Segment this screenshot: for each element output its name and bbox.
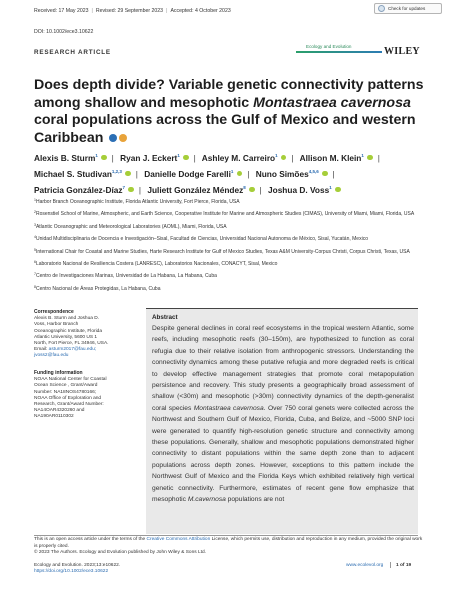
author[interactable]: Danielle Dodge Farelli$^1$ (144, 169, 243, 179)
author[interactable]: Joshua D. Voss$^1$ (268, 185, 342, 195)
author[interactable]: Ashley M. Carreiro$^1$ (202, 153, 288, 163)
author[interactable]: Michael S. Studivan$^{1,2,3}$ (34, 169, 132, 179)
orcid-icon (128, 187, 134, 193)
orcid-icon (183, 155, 189, 161)
title-part2: coral populations across the Gulf of Mexico and western Caribbean (34, 112, 416, 146)
check-updates-button[interactable] (374, 3, 442, 14)
funding-block (34, 370, 110, 421)
affiliation: $^2$Rosenstiel School of Marine, Atmospheric, and Earth Science, Cooperative Institute for Marine and Atmospheric Studies (CIMAS), University of Miami, Miami, Florida, USA (34, 210, 415, 218)
orcid-icon (335, 187, 341, 193)
citation (34, 563, 120, 576)
revised-date: Revised: 29 September 2023 (95, 8, 164, 14)
orcid-icon (367, 155, 373, 161)
check-updates-label: Check for updates (388, 6, 426, 11)
license-link[interactable]: Creative Commons Attribution (146, 537, 211, 542)
doi-link[interactable]: https://doi.org/10.1002/ece3.10622 (34, 569, 109, 575)
article-dates: Received: 17 May 2023 | Revised: 29 September 2023 | Accepted: 4 October 2023 (34, 8, 231, 14)
author[interactable]: Ryan J. Eckert$^1$ (120, 153, 190, 163)
title-species: Montastraea cavernosa (253, 94, 411, 111)
affiliation: $^3$Atlantic Oceanographic and Meteorological Laboratories (AOML), Miami, Florida, USA (34, 222, 227, 230)
orcid-icon (125, 171, 131, 177)
open-data-icon[interactable] (119, 134, 127, 142)
affiliation: $^5$International Chair for Coastal and Marine Studies, Harte Research Institute for Gulf of Mexico Studies, Texas A&M University-Corpus Christi, Corpus Christi, Texas, USA (34, 247, 410, 255)
orcid-icon (249, 187, 255, 193)
orcid-icon (281, 155, 287, 161)
title-part1: Does depth divide? Variable genetic connectivity patterns among shallow and mesophotic (34, 77, 424, 111)
affiliation: $^7$Centro de Investigaciones Marinas, Universidad de La Habana, La Habana, Cuba (34, 272, 217, 280)
author[interactable]: Patricia González-Díaz$^7$ (34, 185, 135, 195)
affiliation: $^1$Harbor Branch Oceanographic Institute, Florida Atlantic University, Fort Pierce, Florida, USA (34, 198, 240, 205)
funding-heading: Funding information (34, 370, 83, 376)
orcid-icon (322, 171, 328, 177)
email-label: Email: (34, 347, 49, 353)
correspondence-heading: Correspondence (34, 309, 74, 315)
publisher-logo: WILEY (384, 46, 420, 57)
crossmark-icon (378, 5, 385, 12)
journal-color-bar (296, 51, 382, 53)
page-number: 1 of 19 (396, 563, 412, 568)
orcid-icon (237, 171, 243, 177)
affiliation-list (34, 197, 424, 296)
open-access-icon[interactable] (109, 134, 117, 142)
email-link[interactable]: asturm2017@fau.edu; jvoss2@fau.edu (34, 347, 97, 359)
author[interactable]: Nuno Simões$^{4,5,6}$ (256, 169, 329, 179)
license-text: This is an open access article under the terms of the Creative Commons Attribution License, which permits use, distribution and reproduction in any medium, provided the original work is properly cited. © 2023 The Authors. Ecology and Evolution published by John Wiley & Sons Ltd. (34, 537, 423, 556)
article-title (34, 77, 424, 147)
author[interactable]: Juliett González Méndez$^8$ (147, 185, 255, 195)
affiliation: $^4$Unidad Multidisciplinaria de Docencia e Investigación–Sisal, Facultad de Ciencias, Universidad Nacional Autonoma de México, Sisal, Yucatán, Mexico (34, 235, 368, 243)
author[interactable]: Allison M. Klein$^1$ (300, 153, 374, 163)
abstract-text: Despite general declines in coral reef ecosystems in the tropical western Atlantic, some reefs, including mesophotic reefs (30–150m), are hypothesized to function as coral refugia due to their relative isolation from anthropogenic stressors. Understanding the connectivity dynamics among these putative refugia and more degraded reefs is critical to develop effective management strategies that promote coral metapopulation persistence and recovery. This study presents a geographically broad assessment of shallow (<30m) and mesophotic (>30m) connectivity dynamics of the depth-generalist coral species Montastraea cavernosa. Over 750 coral genets were collected across the Northwest and Southern Gulf of Mexico, Florida, Cuba, and Belize, and ~5000 SNP loci were generated to quantify high-resolution genetic structure and connectivity among these populations. Generally, shallow and mesophotic populations demonstrated higher connectivity to distant populations within the same depth zone than to adjacent populations across depth zones. However, exceptions to this pattern include the Northwest Gulf of Mexico and the Florida Keys which exhibited relatively high vertical genetic connectivity. Furthermore, estimates of recent gene flow emphasize that mesophotic M.cavernosa populations are not (152, 325, 414, 504)
footer-separator (390, 562, 391, 568)
orcid-icon (101, 155, 107, 161)
received-date: Received: 17 May 2023 (34, 8, 89, 14)
affiliation: $^8$Centro Nacional de Áreas Protegidas, La Habana, Cuba (34, 284, 161, 292)
correspondence-text: Alexis B. Sturm and Joshua D. Voss, Harbor Branch Oceanographic Institute, Florida Atlantic University, 5600 US 1 North, Fort Pierce, FL 34946, USA. (34, 316, 109, 347)
footer-divider (34, 535, 418, 536)
author[interactable]: Alexis B. Sturm$^1$ (34, 153, 108, 163)
correspondence-block (34, 309, 110, 360)
funding-text: NOAA National Center for Coastal Ocean Science , Grant/Award Number: NA18NOS4780166; NOAA Office of Exploration and Research, Grant/Award Number: NA14OAR4320260 and NA190AR0110302 (34, 377, 107, 420)
abstract-heading: Abstract (152, 314, 178, 321)
section-label: RESEARCH ARTICLE (34, 49, 111, 56)
citation-text: Ecology and Evolution. 2023;13:e10622. (34, 563, 121, 568)
author-list: Alexis B. Sturm$^1$ | Ryan J. Eckert$^1$ | Ashley M. Carreiro$^1$ | Allison M. Klein$^1$ | Michael S. Studivan$^{1,2,3}$ | Danielle Dodge Farelli$^1$ | Nuno Simões$^{4,5,6}$ | Patricia González-Díaz$^7$ | Juliett González Méndez$^8$ | Joshua D. Voss$^1$ (34, 153, 380, 196)
abstract-box (146, 308, 418, 534)
journal-name: Ecology and Evolution (306, 44, 352, 49)
website-link[interactable]: www.ecolevol.org (346, 563, 384, 568)
affiliation: $^6$Laboratorio Nacional de Resiliencia Costera (LANRESC), Laboratorios Nacionales, CONACYT, Sisal, Mexico (34, 259, 278, 267)
accepted-date: Accepted: 4 October 2023 (170, 8, 231, 14)
article-doi: DOI: 10.1002/ece3.10622 (34, 29, 94, 35)
copyright: © 2023 The Authors. Ecology and Evolution published by John Wiley & Sons Ltd. (34, 550, 206, 556)
